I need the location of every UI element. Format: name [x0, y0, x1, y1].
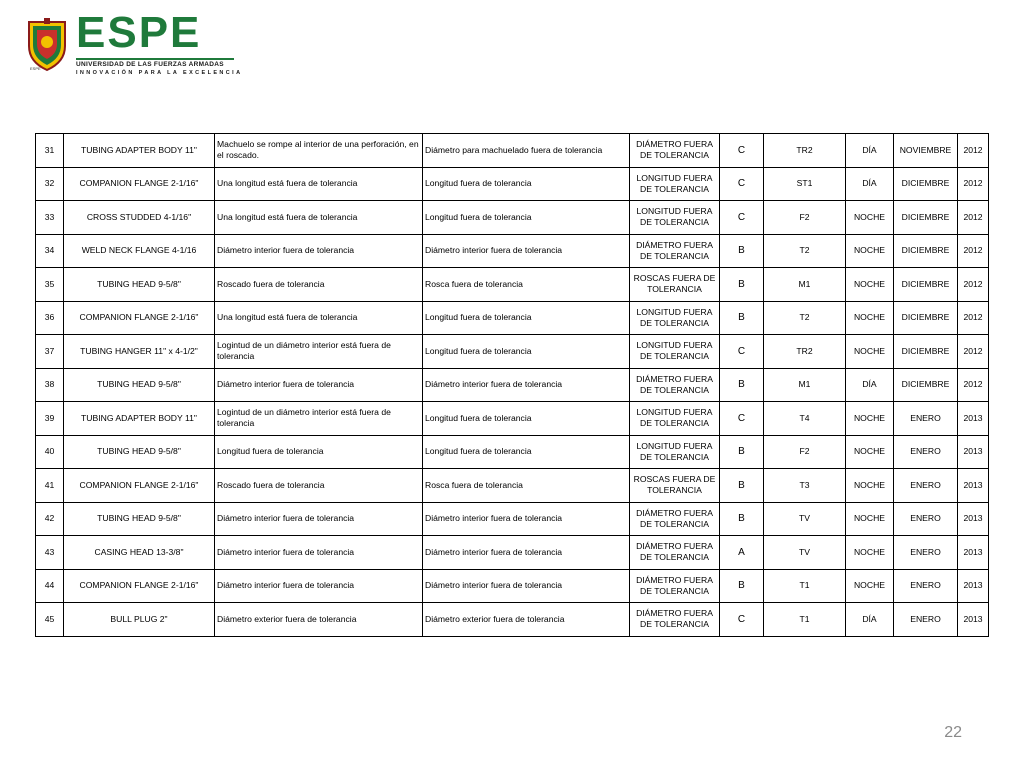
table-row	[36, 603, 989, 637]
cell-defect-type: DIÁMETRO FUERA DE TOLERANCIA	[630, 569, 720, 603]
cell-defect-type: LONGITUD FUERA DE TOLERANCIA	[630, 335, 720, 369]
cell-grade: B	[720, 469, 764, 503]
cell-defect-cause: Longitud fuera de tolerancia	[423, 201, 630, 235]
cell-shift: NOCHE	[846, 268, 894, 302]
cell-defect-type: DIÁMETRO FUERA DE TOLERANCIA	[630, 368, 720, 402]
cell-defect-description: Logintud de un diámetro interior está fuera de tolerancia	[215, 402, 423, 436]
cell-month: DICIEMBRE	[894, 234, 958, 268]
defects-table	[35, 133, 989, 637]
espe-logo	[24, 8, 243, 76]
cell-year: 2012	[958, 167, 989, 201]
cell-defect-description: Roscado fuera de tolerancia	[215, 469, 423, 503]
cell-row-number: 31	[36, 134, 64, 168]
cell-defect-description: Una longitud está fuera de tolerancia	[215, 201, 423, 235]
cell-grade: B	[720, 234, 764, 268]
cell-shift: DÍA	[846, 134, 894, 168]
cell-year: 2013	[958, 402, 989, 436]
cell-defect-cause: Diámetro para machuelado fuera de tolerancia	[423, 134, 630, 168]
table-body	[36, 134, 989, 637]
cell-year: 2012	[958, 335, 989, 369]
cell-month: DICIEMBRE	[894, 201, 958, 235]
table-row	[36, 167, 989, 201]
cell-grade: B	[720, 301, 764, 335]
cell-defect-cause: Diámetro interior fuera de tolerancia	[423, 569, 630, 603]
cell-machine: ST1	[764, 167, 846, 201]
cell-grade: C	[720, 335, 764, 369]
cell-machine: T2	[764, 234, 846, 268]
table-row	[36, 469, 989, 503]
page-number: 22	[944, 724, 962, 741]
cell-part-name: TUBING HANGER 11" x 4-1/2"	[64, 335, 215, 369]
cell-machine: F2	[764, 201, 846, 235]
cell-defect-type: LONGITUD FUERA DE TOLERANCIA	[630, 201, 720, 235]
cell-shift: NOCHE	[846, 335, 894, 369]
cell-row-number: 32	[36, 167, 64, 201]
cell-defect-type: LONGITUD FUERA DE TOLERANCIA	[630, 402, 720, 436]
cell-defect-type: DIÁMETRO FUERA DE TOLERANCIA	[630, 502, 720, 536]
cell-defect-description: Una longitud está fuera de tolerancia	[215, 301, 423, 335]
cell-grade: C	[720, 167, 764, 201]
cell-row-number: 39	[36, 402, 64, 436]
cell-month: ENERO	[894, 569, 958, 603]
cell-part-name: TUBING HEAD 9-5/8"	[64, 368, 215, 402]
cell-grade: C	[720, 603, 764, 637]
cell-year: 2013	[958, 536, 989, 570]
cell-part-name: TUBING HEAD 9-5/8"	[64, 502, 215, 536]
cell-defect-cause: Longitud fuera de tolerancia	[423, 301, 630, 335]
cell-part-name: WELD NECK FLANGE 4-1/16	[64, 234, 215, 268]
table-row	[36, 502, 989, 536]
table-row	[36, 536, 989, 570]
cell-machine: T1	[764, 603, 846, 637]
cell-machine: M1	[764, 268, 846, 302]
cell-part-name: COMPANION FLANGE 2-1/16"	[64, 301, 215, 335]
cell-defect-description: Una longitud está fuera de tolerancia	[215, 167, 423, 201]
cell-shift: NOCHE	[846, 402, 894, 436]
cell-month: ENERO	[894, 536, 958, 570]
cell-defect-description: Diámetro interior fuera de tolerancia	[215, 502, 423, 536]
cell-row-number: 42	[36, 502, 64, 536]
cell-month: DICIEMBRE	[894, 167, 958, 201]
cell-part-name: COMPANION FLANGE 2-1/16"	[64, 569, 215, 603]
cell-shift: NOCHE	[846, 301, 894, 335]
cell-defect-cause: Rosca fuera de tolerancia	[423, 469, 630, 503]
table-row	[36, 134, 989, 168]
cell-defect-cause: Diámetro interior fuera de tolerancia	[423, 502, 630, 536]
cell-machine: TR2	[764, 134, 846, 168]
logo-subtitle: UNIVERSIDAD DE LAS FUERZAS ARMADAS	[76, 61, 224, 68]
cell-defect-type: DIÁMETRO FUERA DE TOLERANCIA	[630, 234, 720, 268]
cell-machine: F2	[764, 435, 846, 469]
cell-shift: DÍA	[846, 167, 894, 201]
cell-grade: C	[720, 134, 764, 168]
cell-machine: TV	[764, 502, 846, 536]
cell-year: 2012	[958, 234, 989, 268]
cell-machine: T4	[764, 402, 846, 436]
cell-grade: B	[720, 368, 764, 402]
cell-machine: TR2	[764, 335, 846, 369]
cell-machine: T2	[764, 301, 846, 335]
cell-part-name: TUBING HEAD 9-5/8"	[64, 435, 215, 469]
cell-defect-type: DIÁMETRO FUERA DE TOLERANCIA	[630, 536, 720, 570]
crest-label: ESPE	[30, 66, 41, 71]
cell-month: DICIEMBRE	[894, 301, 958, 335]
cell-defect-description: Machuelo se rompe al interior de una perforación, en el roscado.	[215, 134, 423, 168]
cell-row-number: 35	[36, 268, 64, 302]
cell-grade: B	[720, 502, 764, 536]
cell-defect-type: LONGITUD FUERA DE TOLERANCIA	[630, 435, 720, 469]
cell-shift: DÍA	[846, 368, 894, 402]
table-row	[36, 402, 989, 436]
cell-defect-description: Diámetro interior fuera de tolerancia	[215, 569, 423, 603]
cell-grade: C	[720, 201, 764, 235]
cell-month: ENERO	[894, 435, 958, 469]
cell-defect-type: DIÁMETRO FUERA DE TOLERANCIA	[630, 134, 720, 168]
cell-month: NOVIEMBRE	[894, 134, 958, 168]
cell-month: DICIEMBRE	[894, 335, 958, 369]
logo-divider	[76, 58, 234, 60]
cell-month: ENERO	[894, 502, 958, 536]
cell-grade: B	[720, 268, 764, 302]
cell-defect-description: Longitud fuera de tolerancia	[215, 435, 423, 469]
cell-year: 2012	[958, 201, 989, 235]
cell-row-number: 41	[36, 469, 64, 503]
cell-year: 2012	[958, 268, 989, 302]
table-row	[36, 368, 989, 402]
cell-defect-description: Diámetro interior fuera de tolerancia	[215, 234, 423, 268]
cell-month: ENERO	[894, 469, 958, 503]
cell-row-number: 37	[36, 335, 64, 369]
cell-part-name: TUBING ADAPTER BODY 11"	[64, 134, 215, 168]
table-row	[36, 301, 989, 335]
cell-part-name: BULL PLUG 2"	[64, 603, 215, 637]
cell-defect-cause: Rosca fuera de tolerancia	[423, 268, 630, 302]
cell-year: 2013	[958, 469, 989, 503]
cell-shift: DÍA	[846, 603, 894, 637]
cell-shift: NOCHE	[846, 502, 894, 536]
cell-part-name: COMPANION FLANGE 2-1/16"	[64, 167, 215, 201]
table-row	[36, 335, 989, 369]
cell-shift: NOCHE	[846, 469, 894, 503]
cell-part-name: CROSS STUDDED 4-1/16"	[64, 201, 215, 235]
table-row	[36, 435, 989, 469]
cell-grade: A	[720, 536, 764, 570]
table-row	[36, 201, 989, 235]
table-row	[36, 234, 989, 268]
cell-defect-description: Diámetro interior fuera de tolerancia	[215, 368, 423, 402]
cell-row-number: 34	[36, 234, 64, 268]
logo-title: ESPE	[76, 8, 202, 57]
cell-defect-cause: Diámetro interior fuera de tolerancia	[423, 234, 630, 268]
cell-defect-cause: Longitud fuera de tolerancia	[423, 402, 630, 436]
cell-defect-description: Diámetro exterior fuera de tolerancia	[215, 603, 423, 637]
cell-part-name: COMPANION FLANGE 2-1/16"	[64, 469, 215, 503]
cell-row-number: 33	[36, 201, 64, 235]
cell-machine: T1	[764, 569, 846, 603]
cell-month: DICIEMBRE	[894, 368, 958, 402]
cell-defect-cause: Diámetro exterior fuera de tolerancia	[423, 603, 630, 637]
cell-defect-type: LONGITUD FUERA DE TOLERANCIA	[630, 301, 720, 335]
cell-row-number: 38	[36, 368, 64, 402]
cell-year: 2012	[958, 134, 989, 168]
cell-row-number: 40	[36, 435, 64, 469]
cell-defect-type: ROSCAS FUERA DE TOLERANCIA	[630, 469, 720, 503]
cell-defect-cause: Diámetro interior fuera de tolerancia	[423, 536, 630, 570]
cell-defect-cause: Longitud fuera de tolerancia	[423, 335, 630, 369]
cell-defect-cause: Diámetro interior fuera de tolerancia	[423, 368, 630, 402]
cell-month: ENERO	[894, 402, 958, 436]
cell-year: 2012	[958, 368, 989, 402]
cell-row-number: 43	[36, 536, 64, 570]
cell-defect-description: Diámetro interior fuera de tolerancia	[215, 536, 423, 570]
cell-row-number: 44	[36, 569, 64, 603]
cell-defect-cause: Longitud fuera de tolerancia	[423, 167, 630, 201]
cell-grade: B	[720, 435, 764, 469]
table-row	[36, 569, 989, 603]
cell-year: 2013	[958, 435, 989, 469]
cell-part-name: TUBING HEAD 9-5/8"	[64, 268, 215, 302]
cell-part-name: TUBING ADAPTER BODY 11"	[64, 402, 215, 436]
cell-defect-type: LONGITUD FUERA DE TOLERANCIA	[630, 167, 720, 201]
cell-month: DICIEMBRE	[894, 268, 958, 302]
cell-shift: NOCHE	[846, 234, 894, 268]
cell-grade: C	[720, 402, 764, 436]
cell-shift: NOCHE	[846, 201, 894, 235]
cell-year: 2013	[958, 569, 989, 603]
cell-row-number: 45	[36, 603, 64, 637]
cell-defect-description: Logintud de un diámetro interior está fuera de tolerancia	[215, 335, 423, 369]
cell-month: ENERO	[894, 603, 958, 637]
logo-tagline: INNOVACIÓN PARA LA EXCELENCIA	[76, 70, 243, 76]
cell-machine: T3	[764, 469, 846, 503]
cell-shift: NOCHE	[846, 569, 894, 603]
cell-part-name: CASING HEAD 13-3/8"	[64, 536, 215, 570]
cell-shift: NOCHE	[846, 435, 894, 469]
cell-shift: NOCHE	[846, 536, 894, 570]
cell-machine: TV	[764, 536, 846, 570]
cell-defect-cause: Longitud fuera de tolerancia	[423, 435, 630, 469]
cell-grade: B	[720, 569, 764, 603]
cell-row-number: 36	[36, 301, 64, 335]
cell-year: 2013	[958, 603, 989, 637]
cell-defect-type: ROSCAS FUERA DE TOLERANCIA	[630, 268, 720, 302]
cell-machine: M1	[764, 368, 846, 402]
cell-year: 2012	[958, 301, 989, 335]
cell-defect-type: DIÁMETRO FUERA DE TOLERANCIA	[630, 603, 720, 637]
cell-year: 2013	[958, 502, 989, 536]
cell-defect-description: Roscado fuera de tolerancia	[215, 268, 423, 302]
table-row	[36, 268, 989, 302]
